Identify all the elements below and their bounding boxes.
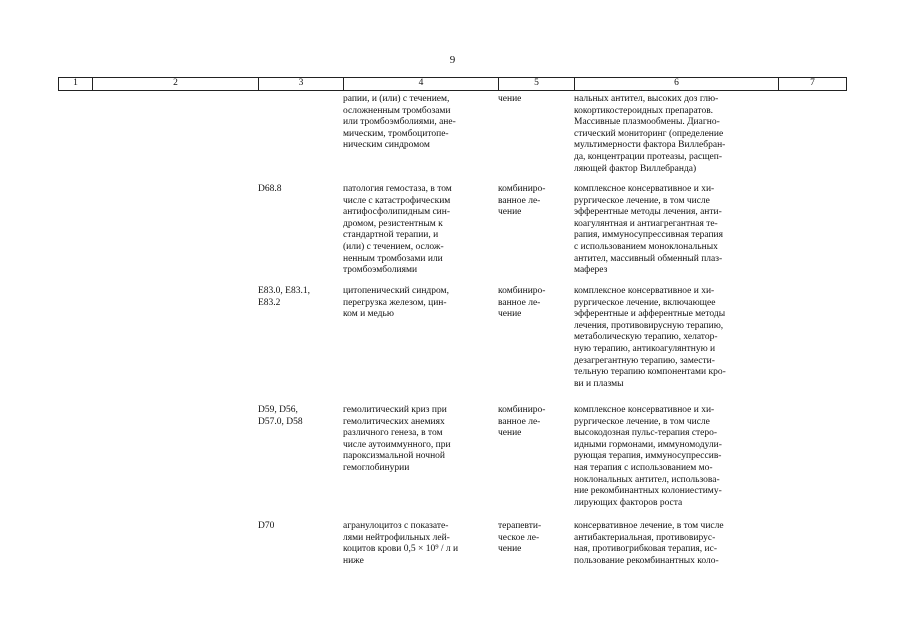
header-col-5: 5 (498, 78, 574, 90)
code-cell: E83.0, E83.1, E83.2 (258, 286, 310, 308)
header-col-2: 2 (92, 78, 258, 90)
header-col-3: 3 (258, 78, 343, 90)
table-header-row (58, 78, 847, 91)
header-col-6: 6 (574, 78, 778, 90)
header-col-7: 7 (778, 78, 847, 90)
code-cell: D68.8 (258, 184, 282, 194)
treatment-type-cell: комбиниро- ванное ле- чение (498, 286, 546, 320)
treatment-type-cell: чение (498, 94, 522, 104)
treatment-type-cell: комбиниро- ванное ле- чение (498, 184, 546, 218)
method-cell: комплексное консервативное и хи- рургическое лечение, включающее эфферентные и афферентные методы лечения, противовирусную терапию, метаболическую терапию, хелатор- ную терапию, антикоагулянтную и дезагрегантную терапию, замести- тельную терапию компонентами кро- ви и плазмы (574, 286, 726, 389)
method-cell: консервативное лечение, в том числе антибактериальная, противовирус- ная, противогрибковая терапия, ис- пользование рекомбинантных коло- (574, 521, 724, 566)
treatment-type-cell: терапевти- ческое ле- чение (498, 521, 542, 555)
diagnosis-cell: гемолитический криз при гемолитических анемиях различного генеза, в том числе аутоиммунного, при пароксизмальной ночной гемоглобинурии (343, 405, 451, 473)
code-cell: D59, D56, D57.0, D58 (258, 405, 303, 427)
treatment-type-cell: комбиниро- ванное ле- чение (498, 405, 546, 439)
header-col-4: 4 (343, 78, 498, 90)
method-cell: комплексное консервативное и хи- рургическое лечение, в том числе высокодозная пульс-терапия стеро- идными гормонами, иммуномодули- рующая терапия, иммуносупрессив- ная терапия с использованием мо- ноклональных антител, использова- ние рекомбинантных колониестиму- лирующих факторов роста (574, 405, 722, 508)
method-cell: комплексное консервативное и хи- рургическое лечение, в том числе эфферентные методы лечения, анти- коагулянтная и антиагрегантная те- рапия, иммуносупрессивная терапия с использованием моноклональных антител, массивный обменный плаз- маферез (574, 184, 723, 276)
diagnosis-cell: патология гемостаза, в том числе с катастрофическим антифосфолипидным син- дромом, резистентным к стандартной терапии, и (или) с течением, ослож- ненным тромбозами или тромбоэмболиями (343, 184, 452, 276)
page-number: 9 (449, 54, 456, 66)
diagnosis-cell: агранулоцитоз с показате- лями нейтрофильных лей- коцитов крови 0,5 × 10⁹ / л и ниже (343, 521, 459, 566)
code-cell: D70 (258, 521, 275, 531)
header-col-1: 1 (58, 78, 92, 90)
diagnosis-cell: цитопенический синдром, перегрузка железом, цин- ком и медью (343, 286, 449, 320)
diagnosis-cell: рапии, и (или) с течением, осложненным тромбозами или тромбоэмболиями, ане- мическим, тромбоцитопе- ническим синдромом (343, 94, 456, 151)
method-cell: нальных антител, высоких доз глю- кокортикостероидных препаратов. Массивные плазмообмены. Диагно- стический мониторинг (определение мультимерности фактора Виллебран- да, концентрации протеазы, расщеп- ляющей фактор Виллебранда) (574, 94, 726, 174)
